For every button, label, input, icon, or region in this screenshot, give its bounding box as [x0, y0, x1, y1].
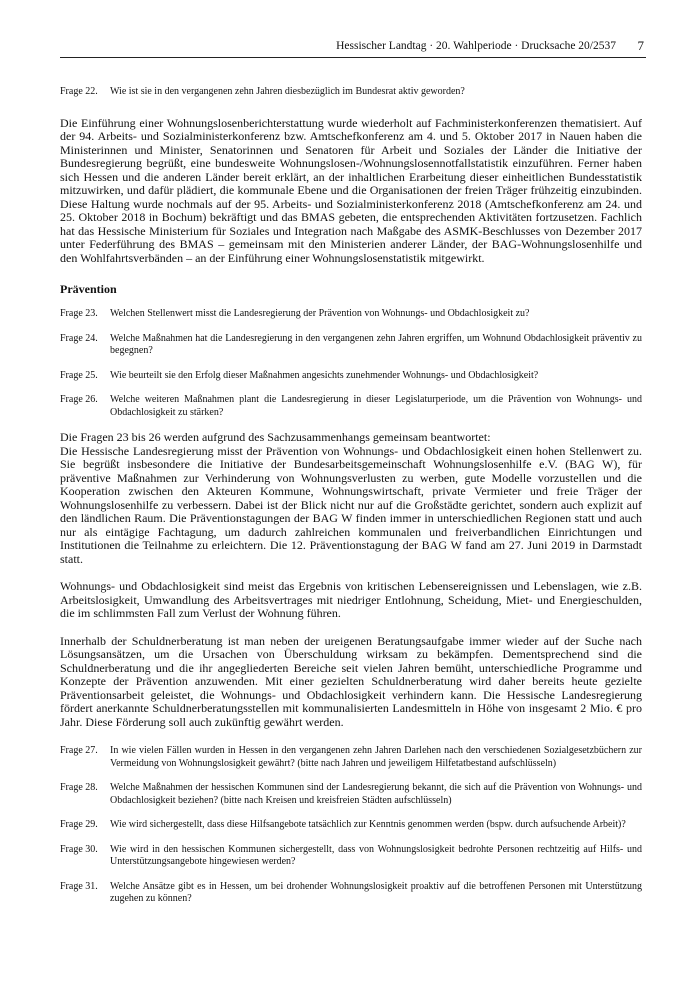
question-text: Wie wird sichergestellt, dass diese Hilfsangebote tatsächlich zur Kenntnis genommen werden (bspw. durch aufsuchende Arbeit)? [110, 819, 626, 830]
question-24 [60, 333, 642, 358]
question-23 [60, 308, 642, 321]
answer-paragraph: Wohnungs- und Obdachlosigkeit sind meist das Ergebnis von kritischen Lebensereignissen und Lebenslagen, wie z.B. Arbeitslosigkeit, Umwandlung des Arbeitsvertrages mit niedriger Entlohnung, Scheidung, Miet- und Energieschulden, die im schlimmsten Fall zum Verlust der Wohnung führen. [60, 579, 642, 620]
question-25 [60, 370, 642, 383]
answer-intro: Die Fragen 23 bis 26 werden aufgrund des Sachzusammenhangs gemeinsam beantwortet: [60, 430, 491, 444]
header-rule [60, 57, 646, 58]
question-number: Frage 23. [60, 308, 98, 319]
document-body [60, 86, 642, 906]
question-28 [60, 782, 642, 807]
answer-22: Die Einführung einer Wohnungslosenberichterstattung wurde wiederholt auf Fachministerkonferenzen thematisiert. Auf der 94. Arbeits- und Sozialministerkonferenz bzw. Amtschefkonferenz am 4. und 5. Oktober 2017 in Nauen haben die Ministerinnen und Minister, Senatorinnen und Senatoren für Arbeit und Soziales der Länder die Initiative der Bundesregierung begrüßt, eine bundesweite Wohnungslosen-/Wohnungslosennotfallstatistik einzuführen. Ferner haben sich Hessen und die anderen Länder bereit erklärt, an der inhaltlichen Erarbeitung dieser einheitlichen Bundesstatistik mitzuwirken, und dafür plädiert, die kommunale Ebene und die Organisationen der freien Träger frühzeitig einzubinden. Diese Haltung wurde nochmals auf der 95. Arbeits- und Sozialministerkonferenz 2018 (Amtschefkonferenz am 24. und 25. Oktober 2018 in Bochum) bekräftigt und das BMAS gebeten, die entsprechenden Aktivitäten fortzusetzen. Fachlich hat das Hessische Ministerium für Soziales und Integration nach Maßgabe des ASMK-Beschlusses von Dezember 2017 unter Federführung des BMAS – gemeinsam mit den Ministerien anderer Länder, der BAG-Wohnungslosenhilfe und den Wohlfahrtsverbänden – an der Einführung einer Wohnungslosenstatistik mitgewirkt. [60, 115, 642, 265]
header-text: Hessischer Landtag · 20. Wahlperiode · Drucksache 20/2537 [336, 40, 616, 52]
page-number: 7 [637, 38, 644, 53]
question-text: Welche Maßnahmen der hessischen Kommunen sind der Landesregierung bekannt, die sich auf die Prävention von Wohnungs- und Obdachlosigkeit beziehen? (bitte nach Kreisen und kreisfreien Städten aufschlüsseln) [110, 782, 642, 806]
question-29 [60, 819, 642, 832]
answer-paragraph: Innerhalb der Schuldnerberatung ist man neben der ureigenen Beratungsaufgabe immer wieder auf der Suche nach Lösungsansätzen, um die Ursachen von Überschuldung wirksam zu bekämpfen. Dementsprechend sind die Schuldnerberatung und die ihr angegliederten Bereiche seit vielen Jahren bemüht, unterschiedliche Programme und Konzepte der Prävention anzuwenden. Mit einer gezielten Schuldnerberatung wird daher bereits heute gezielte Präventionsarbeit geleistet, die Wohnungs- und Obdachlosigkeit verhindern kann. Die Hessische Landesregierung fördert anerkannte Schuldnerberatungsstellen mit kommunalisierten Landesmitteln in Höhe von insgesamt 2 Mio. € pro Jahr. Diese Förderung soll auch zukünftig gewährt werden. [60, 633, 642, 729]
question-number: Frage 26. [60, 394, 98, 405]
question-number: Frage 31. [60, 880, 98, 892]
section-heading: Prävention [60, 282, 117, 296]
question-number: Frage 22. [60, 86, 98, 97]
question-number: Frage 28. [60, 782, 98, 793]
question-number: Frage 27. [60, 745, 98, 756]
question-text: Wie beurteilt sie den Erfolg dieser Maßnahmen angesichts zunehmender Wohnungs- und Obdachlosigkeit? [110, 369, 539, 381]
question-text: Welche Maßnahmen hat die Landesregierung in den vergangenen zehn Jahren ergriffen, um Wohnund Obdachlosigkeit präventiv zu begegnen? [110, 332, 642, 356]
question-text: Welche Ansätze gibt es in Hessen, um bei drohender Wohnungslosigkeit proaktiv auf die betroffenen Personen mit Unterstützung zugehen zu können? [110, 880, 642, 904]
question-text: Wie wird in den hessischen Kommunen sichergestellt, dass von Wohnungslosigkeit bedrohte Personen rechtzeitig auf Hilfs- und Unterstützungsangebote hingewiesen werden? [110, 843, 642, 867]
page-header [60, 38, 644, 60]
question-text: Welchen Stellenwert misst die Landesregierung der Prävention von Wohnungs- und Obdachlosigkeit zu? [110, 308, 530, 319]
question-27 [60, 745, 642, 770]
question-text: Welche weiteren Maßnahmen plant die Landesregierung in dieser Legislaturperiode, um die Prävention von Wohnungs- und Obdachlosigkeit zu stärken? [110, 394, 642, 418]
question-22 [60, 86, 642, 99]
question-number: Frage 24. [60, 332, 98, 344]
question-text: Wie ist sie in den vergangenen zehn Jahren diesbezüglich im Bundesrat aktiv geworden? [110, 86, 465, 97]
question-30 [60, 844, 642, 869]
question-text: In wie vielen Fällen wurden in Hessen in den vergangenen zehn Jahren Darlehen nach den verschiedenen Sozialgesetzbüchern zur Vermeidung von Wohnungslosigkeit gewährt? (bitte nach Jahren und jeweiligem Hilfetatbestand aufschlüsseln) [110, 745, 642, 769]
question-31 [60, 881, 642, 906]
question-26 [60, 394, 642, 419]
question-number: Frage 30. [60, 843, 98, 855]
answer-paragraph: Die Hessische Landesregierung misst der Prävention von Wohnungs- und Obdachlosigkeit einen hohen Stellenwert zu. Sie begrüßt insbesondere die Initiative der Bundesarbeitsgemeinschaft Wohnungslosenhilfe e.V. (BAG W), für präventive Maßnahmen zur Verhinderung von Wohnungsverlusten zu werben, gute Modelle vorzustellen und die Kooperation zwischen den Akteuren Kommune, Wohnungswirtschaft, private Vermieter und freie Träger der Wohnungslosenhilfe zu verbessern. Dabei ist der Blick nicht nur auf die Großstädte gerichtet, sondern auch explizit auf den ländlichen Raum. Die Präventionstagungen der BAG W finden immer in unterschiedlichen Regionen statt und auch nur als eintägige Fachtagung, um dadurch zahlreichen kommunalen und freiverbandlichen Einrichtungen und Institutionen die Teilnahme zu erleichtern. Die 12. Präventionstagung der BAG W fand am 27. Juni 2019 in Darmstadt statt. [60, 443, 642, 566]
question-number: Frage 29. [60, 819, 98, 830]
question-number: Frage 25. [60, 369, 98, 381]
